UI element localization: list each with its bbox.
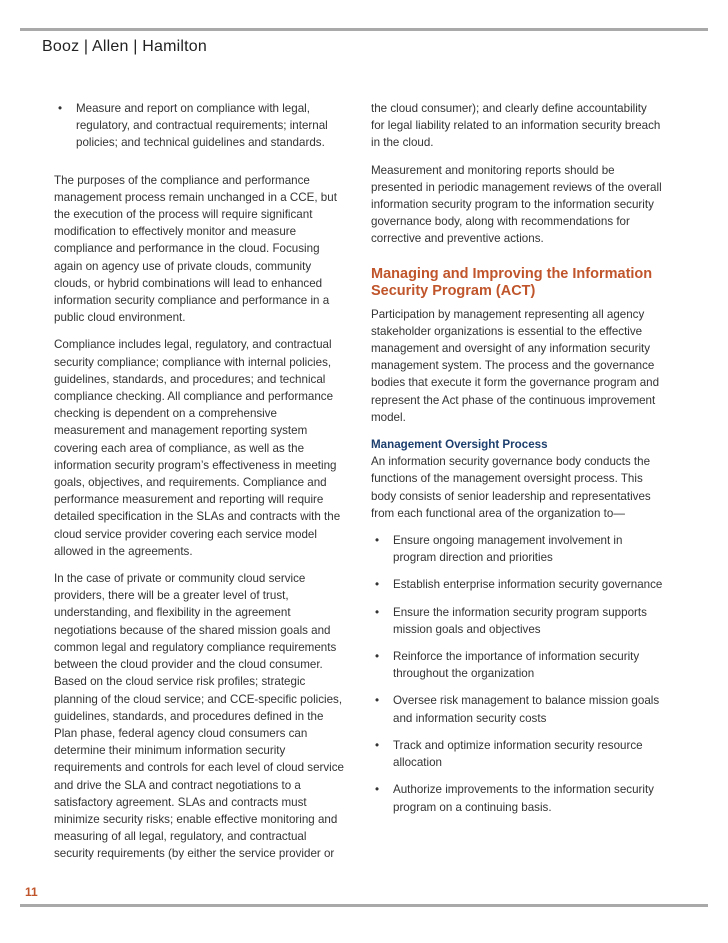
brand-logo-text: Booz | Allen | Hamilton (42, 38, 207, 55)
body-paragraph: Compliance includes legal, regulatory, and contractual security compliance; compliance with internal policies, guidelines, standards, and procedures; and technical compliance checking. All compliance and performance checking is dependent on a comprehensive measurement and management reporting system covering each area of compliance, as well as the information security program’s effectiveness in meeting goals, objectives, and requirements. Compliance and performance measurement and reporting will require detailed specification in the SLAs and contracts with the cloud service provider covering each service model allowed in the agreements. (54, 338, 341, 558)
body-paragraph: In the case of private or community cloud service providers, there will be a greater level of trust, understanding, and flexibility in the agreement negotiations because of the shared mission goals and common legal and regulatory compliance requirements between the cloud provider and the cloud consumer. Based on the cloud service risk profiles; strategic planning of the cloud service; and CCE-specific policies, guidelines, standards, and procedures defined in the Plan phase, federal agency cloud consumers can determine their minimum information security requirements and controls for each level of cloud service and drive the SLA and contract negotiations to a satisfactory agreement. SLAs and contracts must minimize security risks; enable effective monitoring and measuring of all legal, regulatory, and contractual security requirements (by either the service provider or (54, 572, 344, 861)
page-number: 11 (25, 885, 38, 899)
list-item: • Oversee risk management to balance mission goals and information security costs (371, 692, 663, 726)
left-column (54, 100, 346, 873)
list-item: • Establish enterprise information security governance (371, 576, 663, 593)
body-paragraph: An information security governance body conducts the functions of the management oversight process. This body consists of senior leadership and representatives from each functional area of the organization to— (371, 455, 651, 520)
list-item: • Authorize improvements to the information security program on a continuing basis. (371, 781, 663, 815)
section-heading: Managing and Improving the Information Security Program (ACT) (371, 265, 653, 299)
body-paragraph: Measurement and monitoring reports should be presented in periodic management reviews of the overall information security program to the information security governance body, along with recommendations for corrective and preventive actions. (371, 163, 662, 246)
subsection-heading: Management Oversight Process (371, 438, 548, 452)
list-item: • Ensure the information security program supports mission goals and objectives (371, 604, 663, 638)
body-paragraph: the cloud consumer); and clearly define accountability for legal liability related to an information security breach in the cloud. (371, 102, 661, 150)
list-item: • Ensure ongoing management involvement in program direction and priorities (371, 532, 663, 566)
list-item: • Track and optimize information security resource allocation (371, 737, 663, 771)
body-paragraph: The purposes of the compliance and performance management process remain unchanged in a CCE, but the execution of the process will require significant modification to effectively monitor and measure compliance and performance in the cloud. Focusing again on agency use of private clouds, community clouds, or hybrid combinations will lead to enhanced information security compliance and performance in a public cloud environment. (54, 173, 337, 325)
top-rule (20, 28, 708, 31)
right-column (371, 100, 663, 826)
left-bullet-list (54, 100, 346, 152)
list-item: • Measure and report on compliance with legal, regulatory, and contractual requirements; internal policies; and technical guidelines and standards. (54, 100, 346, 152)
body-paragraph: Participation by management representing all agency stakeholder organizations is essential to the effective management and oversight of any information security management system. The process and the governance bodies that execute it form the governance program and represent the Act phase of the continuous improvement model. (371, 307, 660, 424)
list-item: • Reinforce the importance of information security throughout the organization (371, 648, 663, 682)
bottom-rule (20, 904, 708, 907)
oversight-bullet-list (371, 532, 663, 816)
